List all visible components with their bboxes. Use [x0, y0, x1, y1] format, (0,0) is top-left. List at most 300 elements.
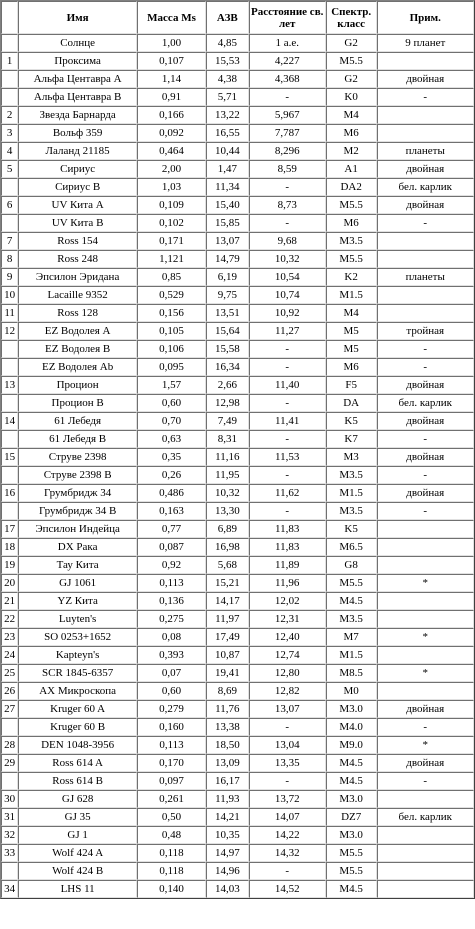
cell-absolute-magnitude: 16,34 [206, 358, 249, 376]
cell-distance: - [249, 430, 326, 448]
cell-number [1, 394, 18, 412]
table-row [1, 430, 474, 448]
cell-number [1, 214, 18, 232]
cell-number: 27 [1, 700, 18, 718]
cell-mass: 0,63 [137, 430, 206, 448]
cell-note [377, 538, 474, 556]
cell-mass: 0,118 [137, 844, 206, 862]
cell-mass: 0,107 [137, 52, 206, 70]
table-row [1, 790, 474, 808]
header-mass: Масса Ms [137, 1, 206, 34]
cell-spectral-class: G8 [326, 556, 377, 574]
cell-mass: 0,261 [137, 790, 206, 808]
cell-distance: 10,54 [249, 268, 326, 286]
table-row [1, 106, 474, 124]
cell-distance: 11,89 [249, 556, 326, 574]
table-row [1, 736, 474, 754]
cell-absolute-magnitude: 13,51 [206, 304, 249, 322]
cell-name: YZ Кита [18, 592, 137, 610]
cell-absolute-magnitude: 18,50 [206, 736, 249, 754]
cell-note [377, 286, 474, 304]
cell-spectral-class: K2 [326, 268, 377, 286]
cell-name: UV Кита B [18, 214, 137, 232]
cell-name: Эпсилон Индейца [18, 520, 137, 538]
table-row [1, 250, 474, 268]
cell-mass: 0,70 [137, 412, 206, 430]
cell-absolute-magnitude: 13,30 [206, 502, 249, 520]
cell-distance: 13,72 [249, 790, 326, 808]
cell-spectral-class: M9.0 [326, 736, 377, 754]
table-row [1, 196, 474, 214]
cell-name: Альфа Центавра B [18, 88, 137, 106]
cell-spectral-class: K5 [326, 520, 377, 538]
cell-note: - [377, 88, 474, 106]
cell-name: UV Кита A [18, 196, 137, 214]
cell-absolute-magnitude: 10,87 [206, 646, 249, 664]
cell-note: 9 планет [377, 34, 474, 52]
cell-name: Альфа Центавра A [18, 70, 137, 88]
cell-note: * [377, 628, 474, 646]
table-row [1, 214, 474, 232]
cell-spectral-class: M4.5 [326, 880, 377, 898]
cell-number: 34 [1, 880, 18, 898]
cell-name: Лаланд 21185 [18, 142, 137, 160]
cell-spectral-class: M4.5 [326, 592, 377, 610]
cell-absolute-magnitude: 14,17 [206, 592, 249, 610]
cell-absolute-magnitude: 8,69 [206, 682, 249, 700]
cell-spectral-class: M5.5 [326, 862, 377, 880]
table-row [1, 520, 474, 538]
cell-name: Проксима [18, 52, 137, 70]
cell-number: 26 [1, 682, 18, 700]
cell-spectral-class: DZ7 [326, 808, 377, 826]
cell-number [1, 862, 18, 880]
cell-spectral-class: M3.0 [326, 826, 377, 844]
cell-spectral-class: M3 [326, 448, 377, 466]
cell-name: EZ Водолея A [18, 322, 137, 340]
cell-spectral-class: M6 [326, 214, 377, 232]
cell-spectral-class: M5.5 [326, 52, 377, 70]
cell-absolute-magnitude: 15,40 [206, 196, 249, 214]
cell-number: 9 [1, 268, 18, 286]
cell-note: - [377, 718, 474, 736]
cell-spectral-class: M6.5 [326, 538, 377, 556]
cell-spectral-class: M3.5 [326, 466, 377, 484]
table-row [1, 556, 474, 574]
table-row [1, 232, 474, 250]
cell-note: двойная [377, 700, 474, 718]
table-row [1, 322, 474, 340]
cell-absolute-magnitude: 4,85 [206, 34, 249, 52]
cell-absolute-magnitude: 5,68 [206, 556, 249, 574]
cell-spectral-class: M8.5 [326, 664, 377, 682]
cell-mass: 0,279 [137, 700, 206, 718]
cell-number: 1 [1, 52, 18, 70]
cell-spectral-class: M5.5 [326, 250, 377, 268]
table-row [1, 538, 474, 556]
cell-note [377, 520, 474, 538]
cell-name: Процион [18, 376, 137, 394]
table-row [1, 178, 474, 196]
cell-name: Грумбридж 34 B [18, 502, 137, 520]
cell-mass: 1,03 [137, 178, 206, 196]
cell-absolute-magnitude: 14,97 [206, 844, 249, 862]
cell-note: двойная [377, 160, 474, 178]
cell-number [1, 70, 18, 88]
cell-note: двойная [377, 376, 474, 394]
cell-name: SCR 1845-6357 [18, 664, 137, 682]
header-number [1, 1, 18, 34]
cell-number: 2 [1, 106, 18, 124]
cell-spectral-class: M5 [326, 340, 377, 358]
cell-number [1, 466, 18, 484]
cell-note: двойная [377, 412, 474, 430]
cell-name: 61 Лебедя B [18, 430, 137, 448]
cell-spectral-class: K5 [326, 412, 377, 430]
cell-distance: - [249, 502, 326, 520]
cell-mass: 1,57 [137, 376, 206, 394]
cell-mass: 0,102 [137, 214, 206, 232]
table-row [1, 142, 474, 160]
cell-absolute-magnitude: 6,19 [206, 268, 249, 286]
cell-distance: 12,80 [249, 664, 326, 682]
cell-distance: 4,368 [249, 70, 326, 88]
cell-number: 7 [1, 232, 18, 250]
cell-name: Вольф 359 [18, 124, 137, 142]
cell-note: * [377, 736, 474, 754]
cell-distance: - [249, 88, 326, 106]
cell-absolute-magnitude: 5,71 [206, 88, 249, 106]
cell-spectral-class: M4.5 [326, 772, 377, 790]
cell-distance: 12,31 [249, 610, 326, 628]
table-row [1, 160, 474, 178]
cell-name: EZ Водолея B [18, 340, 137, 358]
cell-spectral-class: M7 [326, 628, 377, 646]
cell-name: Wolf 424 A [18, 844, 137, 862]
cell-number: 24 [1, 646, 18, 664]
cell-distance: 11,62 [249, 484, 326, 502]
cell-distance: 12,82 [249, 682, 326, 700]
cell-note: планеты [377, 268, 474, 286]
cell-distance: 10,92 [249, 304, 326, 322]
cell-number: 12 [1, 322, 18, 340]
cell-note [377, 52, 474, 70]
cell-note: двойная [377, 70, 474, 88]
cell-distance: 12,74 [249, 646, 326, 664]
cell-distance: 8,73 [249, 196, 326, 214]
cell-mass: 0,106 [137, 340, 206, 358]
cell-name: Струве 2398 [18, 448, 137, 466]
cell-absolute-magnitude: 15,21 [206, 574, 249, 592]
cell-number: 25 [1, 664, 18, 682]
cell-distance: - [249, 358, 326, 376]
cell-spectral-class: F5 [326, 376, 377, 394]
cell-mass: 0,07 [137, 664, 206, 682]
cell-spectral-class: M6 [326, 124, 377, 142]
cell-number: 17 [1, 520, 18, 538]
cell-absolute-magnitude: 10,32 [206, 484, 249, 502]
cell-spectral-class: DA [326, 394, 377, 412]
table-row [1, 70, 474, 88]
cell-distance: 10,32 [249, 250, 326, 268]
cell-note: * [377, 664, 474, 682]
table-row [1, 124, 474, 142]
cell-number: 21 [1, 592, 18, 610]
table-row [1, 574, 474, 592]
cell-note [377, 790, 474, 808]
cell-absolute-magnitude: 11,95 [206, 466, 249, 484]
cell-mass: 0,105 [137, 322, 206, 340]
cell-mass: 0,092 [137, 124, 206, 142]
cell-mass: 0,464 [137, 142, 206, 160]
cell-spectral-class: M2 [326, 142, 377, 160]
cell-absolute-magnitude: 11,76 [206, 700, 249, 718]
cell-spectral-class: M0 [326, 682, 377, 700]
cell-name: Lacaille 9352 [18, 286, 137, 304]
cell-distance: 4,227 [249, 52, 326, 70]
cell-spectral-class: G2 [326, 70, 377, 88]
table-row [1, 502, 474, 520]
cell-note [377, 862, 474, 880]
cell-number: 14 [1, 412, 18, 430]
cell-note: бел. карлик [377, 394, 474, 412]
cell-mass: 0,85 [137, 268, 206, 286]
cell-distance: 8,59 [249, 160, 326, 178]
cell-mass: 0,171 [137, 232, 206, 250]
table-body [1, 34, 474, 898]
cell-note [377, 106, 474, 124]
cell-absolute-magnitude: 13,09 [206, 754, 249, 772]
cell-mass: 0,393 [137, 646, 206, 664]
table-row [1, 844, 474, 862]
cell-note: двойная [377, 196, 474, 214]
cell-note: - [377, 772, 474, 790]
cell-number: 23 [1, 628, 18, 646]
cell-note: планеты [377, 142, 474, 160]
table-row [1, 772, 474, 790]
table-row [1, 52, 474, 70]
cell-note: тройная [377, 322, 474, 340]
cell-name: GJ 35 [18, 808, 137, 826]
cell-note [377, 304, 474, 322]
cell-name: DEN 1048-3956 [18, 736, 137, 754]
cell-name: Струве 2398 B [18, 466, 137, 484]
cell-mass: 0,60 [137, 394, 206, 412]
table-row [1, 808, 474, 826]
cell-spectral-class: M5.5 [326, 574, 377, 592]
table-header-row [1, 1, 474, 34]
cell-number [1, 430, 18, 448]
cell-name: Ross 614 A [18, 754, 137, 772]
header-absolute-magnitude: АЗВ [206, 1, 249, 34]
table-row [1, 286, 474, 304]
cell-name: GJ 628 [18, 790, 137, 808]
cell-name: SO 0253+1652 [18, 628, 137, 646]
cell-mass: 0,113 [137, 736, 206, 754]
cell-distance: - [249, 862, 326, 880]
table-row [1, 664, 474, 682]
cell-number [1, 340, 18, 358]
cell-distance: 14,07 [249, 808, 326, 826]
cell-mass: 0,170 [137, 754, 206, 772]
cell-spectral-class: M3.5 [326, 502, 377, 520]
cell-note [377, 826, 474, 844]
cell-number: 15 [1, 448, 18, 466]
table-row [1, 880, 474, 898]
cell-spectral-class: M3.0 [326, 700, 377, 718]
cell-distance: - [249, 394, 326, 412]
cell-distance: 9,68 [249, 232, 326, 250]
cell-absolute-magnitude: 9,75 [206, 286, 249, 304]
cell-number: 10 [1, 286, 18, 304]
table-row [1, 718, 474, 736]
cell-number: 30 [1, 790, 18, 808]
cell-note: двойная [377, 754, 474, 772]
cell-number: 8 [1, 250, 18, 268]
cell-name: Тау Кита [18, 556, 137, 574]
cell-spectral-class: M3.0 [326, 790, 377, 808]
cell-spectral-class: M6 [326, 358, 377, 376]
cell-name: Солнце [18, 34, 137, 52]
cell-distance: 11,53 [249, 448, 326, 466]
cell-note: бел. карлик [377, 178, 474, 196]
cell-number: 16 [1, 484, 18, 502]
cell-absolute-magnitude: 11,34 [206, 178, 249, 196]
cell-distance: 14,32 [249, 844, 326, 862]
cell-note: бел. карлик [377, 808, 474, 826]
cell-note [377, 232, 474, 250]
cell-number [1, 358, 18, 376]
cell-name: EZ Водолея Ab [18, 358, 137, 376]
cell-mass: 0,163 [137, 502, 206, 520]
cell-mass: 0,109 [137, 196, 206, 214]
cell-spectral-class: K0 [326, 88, 377, 106]
cell-number: 5 [1, 160, 18, 178]
cell-note [377, 610, 474, 628]
cell-distance: 12,40 [249, 628, 326, 646]
cell-spectral-class: M4 [326, 304, 377, 322]
cell-note: - [377, 430, 474, 448]
cell-note [377, 250, 474, 268]
header-distance: Расстояние св. лет [249, 1, 326, 34]
cell-mass: 0,26 [137, 466, 206, 484]
cell-distance: - [249, 466, 326, 484]
cell-absolute-magnitude: 13,38 [206, 718, 249, 736]
cell-number: 31 [1, 808, 18, 826]
cell-absolute-magnitude: 4,38 [206, 70, 249, 88]
cell-distance: 13,07 [249, 700, 326, 718]
cell-number: 6 [1, 196, 18, 214]
cell-mass: 0,48 [137, 826, 206, 844]
cell-name: Сириус [18, 160, 137, 178]
cell-absolute-magnitude: 2,66 [206, 376, 249, 394]
cell-distance: 11,96 [249, 574, 326, 592]
table-row [1, 862, 474, 880]
header-spectral-class: Спектр. класс [326, 1, 377, 34]
cell-number: 3 [1, 124, 18, 142]
cell-mass: 0,136 [137, 592, 206, 610]
cell-name: GJ 1 [18, 826, 137, 844]
cell-number [1, 88, 18, 106]
cell-absolute-magnitude: 10,44 [206, 142, 249, 160]
table-row [1, 592, 474, 610]
cell-distance: - [249, 772, 326, 790]
cell-mass: 1,14 [137, 70, 206, 88]
cell-spectral-class: M4 [326, 106, 377, 124]
cell-mass: 0,166 [137, 106, 206, 124]
cell-name: Luyten's [18, 610, 137, 628]
table-row [1, 304, 474, 322]
cell-name: Звезда Барнарда [18, 106, 137, 124]
cell-absolute-magnitude: 17,49 [206, 628, 249, 646]
cell-note [377, 844, 474, 862]
cell-note: двойная [377, 484, 474, 502]
table-row [1, 376, 474, 394]
cell-distance: - [249, 214, 326, 232]
cell-number: 28 [1, 736, 18, 754]
cell-name: Ross 154 [18, 232, 137, 250]
cell-distance: 11,83 [249, 538, 326, 556]
cell-distance: 10,74 [249, 286, 326, 304]
cell-mass: 0,275 [137, 610, 206, 628]
table-row [1, 34, 474, 52]
cell-name: Процион B [18, 394, 137, 412]
cell-mass: 0,156 [137, 304, 206, 322]
cell-absolute-magnitude: 15,58 [206, 340, 249, 358]
table-row [1, 754, 474, 772]
table-row [1, 484, 474, 502]
cell-absolute-magnitude: 1,47 [206, 160, 249, 178]
cell-spectral-class: M4.0 [326, 718, 377, 736]
cell-absolute-magnitude: 16,17 [206, 772, 249, 790]
cell-note [377, 592, 474, 610]
cell-absolute-magnitude: 7,49 [206, 412, 249, 430]
cell-absolute-magnitude: 15,64 [206, 322, 249, 340]
cell-distance: 13,35 [249, 754, 326, 772]
table-row [1, 268, 474, 286]
cell-mass: 0,91 [137, 88, 206, 106]
table-row [1, 646, 474, 664]
cell-number: 18 [1, 538, 18, 556]
cell-absolute-magnitude: 14,21 [206, 808, 249, 826]
cell-absolute-magnitude: 14,96 [206, 862, 249, 880]
cell-distance: 14,22 [249, 826, 326, 844]
cell-number: 32 [1, 826, 18, 844]
cell-spectral-class: A1 [326, 160, 377, 178]
cell-absolute-magnitude: 14,79 [206, 250, 249, 268]
cell-spectral-class: M5 [326, 322, 377, 340]
cell-distance: - [249, 718, 326, 736]
cell-number [1, 772, 18, 790]
cell-distance: 11,83 [249, 520, 326, 538]
cell-mass: 0,35 [137, 448, 206, 466]
cell-note: двойная [377, 448, 474, 466]
cell-distance: - [249, 178, 326, 196]
cell-spectral-class: M1.5 [326, 484, 377, 502]
cell-name: Kruger 60 A [18, 700, 137, 718]
cell-mass: 0,087 [137, 538, 206, 556]
cell-absolute-magnitude: 19,41 [206, 664, 249, 682]
cell-absolute-magnitude: 8,31 [206, 430, 249, 448]
cell-mass: 0,08 [137, 628, 206, 646]
cell-spectral-class: M5.5 [326, 196, 377, 214]
cell-number: 13 [1, 376, 18, 394]
cell-number [1, 178, 18, 196]
cell-note: - [377, 466, 474, 484]
cell-mass: 1,00 [137, 34, 206, 52]
cell-absolute-magnitude: 6,89 [206, 520, 249, 538]
cell-name: Ross 128 [18, 304, 137, 322]
